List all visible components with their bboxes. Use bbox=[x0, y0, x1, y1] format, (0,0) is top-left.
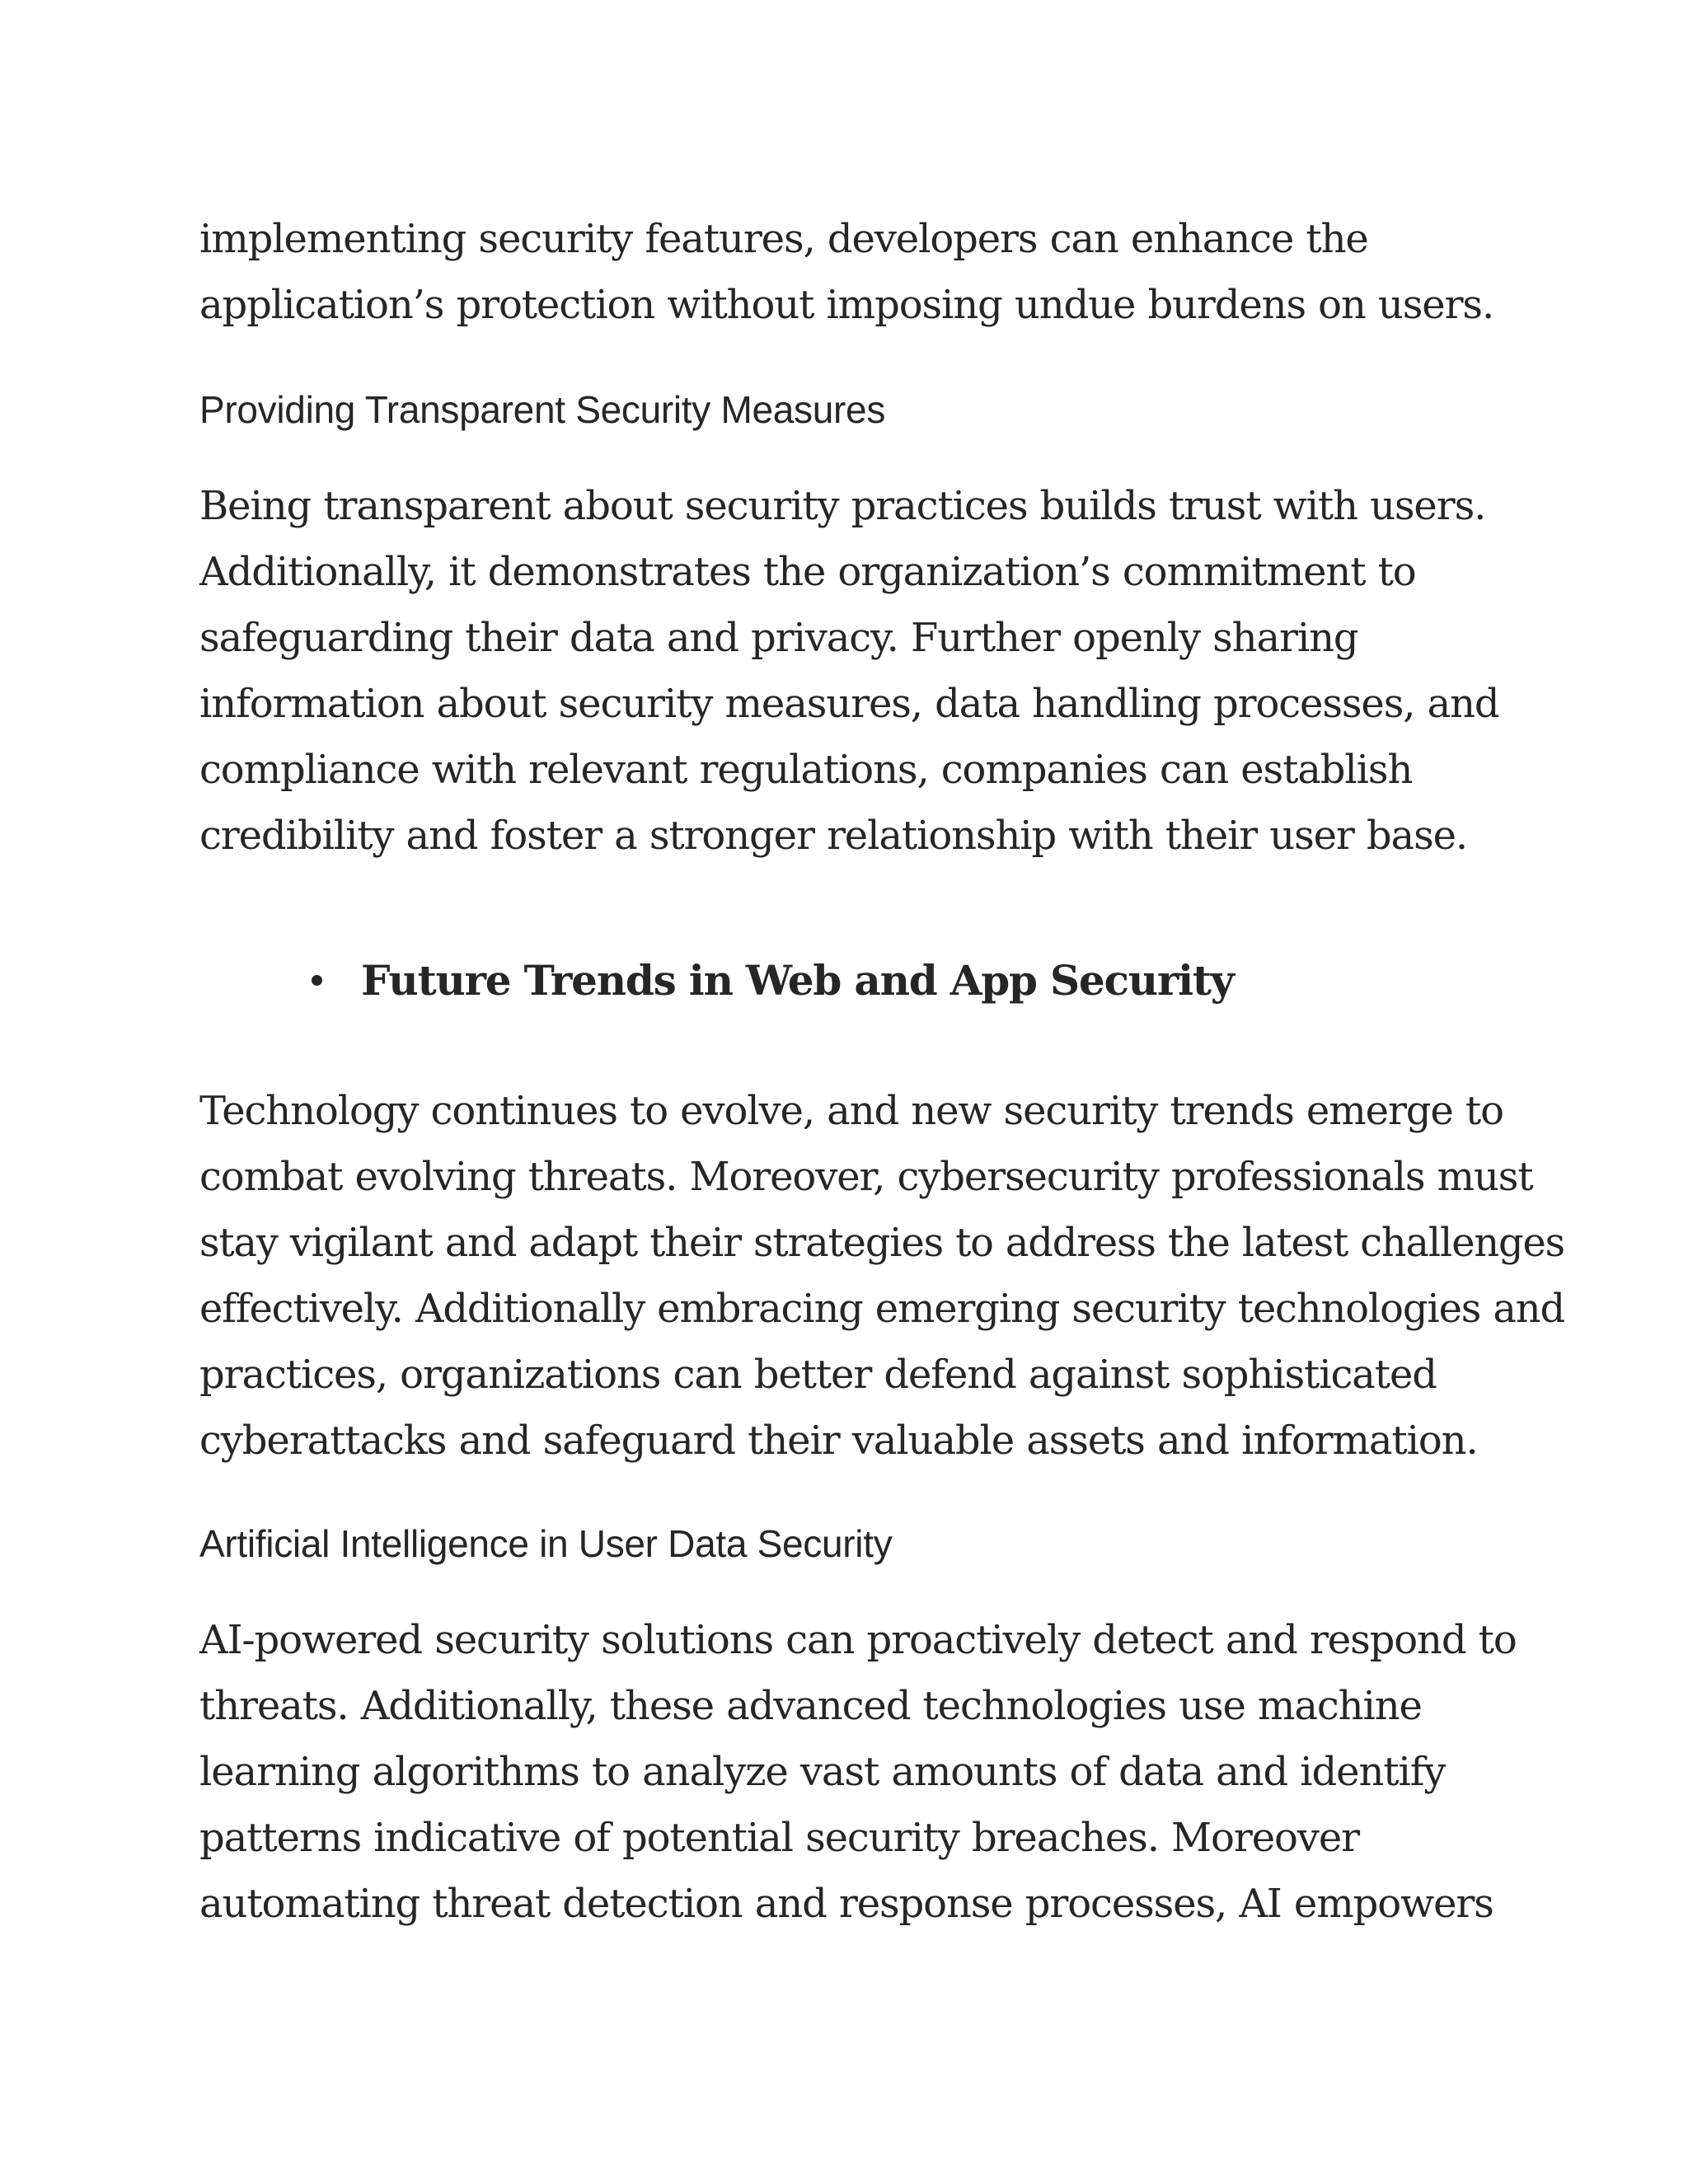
paragraph-line: patterns indicative of potential security breaches. Moreover bbox=[199, 1815, 1359, 1861]
paragraph-line: compliance with relevant regulations, companies can establish bbox=[199, 747, 1413, 793]
paragraph-line: threats. Additionally, these advanced technologies use machine bbox=[199, 1683, 1422, 1729]
paragraph-line: application’s protection without imposing undue burdens on users. bbox=[199, 282, 1494, 328]
paragraph-line: information about security measures, data handling processes, and bbox=[199, 681, 1499, 727]
paragraph-line: Technology continues to evolve, and new security trends emerge to bbox=[199, 1088, 1503, 1134]
paragraph-line: stay vigilant and adapt their strategies to address the latest challenges bbox=[199, 1220, 1565, 1266]
paragraph-line: effectively. Additionally embracing emerging security technologies and bbox=[199, 1286, 1565, 1332]
paragraph-line: automating threat detection and response processes, AI empowers bbox=[199, 1881, 1493, 1927]
paragraph-line: safeguarding their data and privacy. Further openly sharing bbox=[199, 615, 1358, 661]
paragraph-line: learning algorithms to analyze vast amounts of data and identify bbox=[199, 1749, 1446, 1795]
section-subheading-transparent-security: Providing Transparent Security Measures bbox=[199, 388, 886, 431]
paragraph-line: Being transparent about security practices builds trust with users. bbox=[199, 483, 1486, 529]
paragraph-line: Additionally, it demonstrates the organization’s commitment to bbox=[199, 549, 1416, 595]
bullet-list-item bbox=[312, 956, 1234, 1005]
paragraph-line: combat evolving threats. Moreover, cybersecurity professionals must bbox=[199, 1154, 1533, 1200]
paragraph-line: cyberattacks and safeguard their valuable assets and information. bbox=[199, 1418, 1478, 1464]
paragraph-line: credibility and foster a stronger relationship with their user base. bbox=[199, 813, 1468, 859]
paragraph-line: implementing security features, developers can enhance the bbox=[199, 216, 1368, 262]
section-subheading-ai-security: Artificial Intelligence in User Data Security bbox=[199, 1522, 893, 1565]
section-heading-future-trends: Future Trends in Web and App Security bbox=[361, 956, 1234, 1005]
bullet-icon bbox=[312, 975, 322, 986]
paragraph-line: AI-powered security solutions can proactively detect and respond to bbox=[199, 1617, 1517, 1663]
paragraph-line: practices, organizations can better defend against sophisticated bbox=[199, 1352, 1437, 1398]
